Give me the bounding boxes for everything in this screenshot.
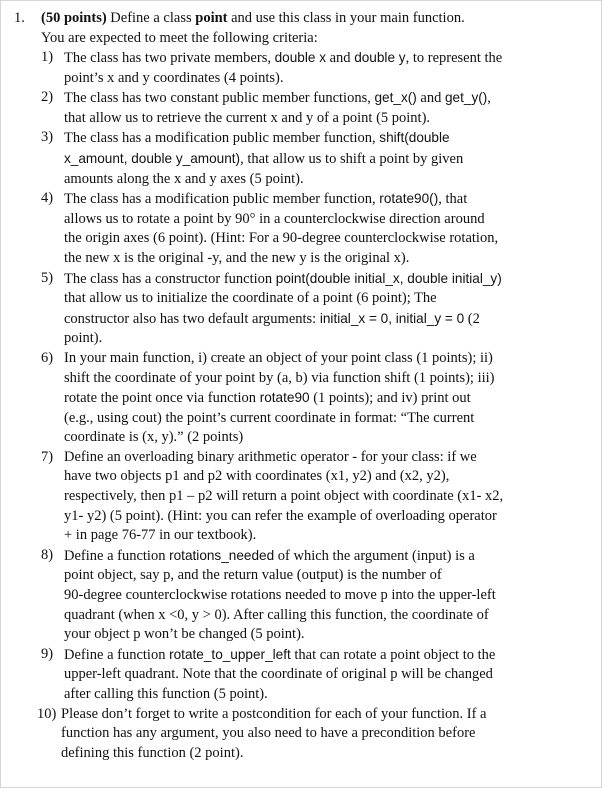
- text-run: have two objects p1 and p2 with coordinates (x1, y2) and (x2, y2),: [64, 468, 450, 485]
- text-run: initial_x = 0, initial_y = 0: [319, 310, 465, 326]
- text-run: (6 point): [356, 290, 407, 307]
- text-line: [64, 507, 596, 527]
- text-line: [64, 409, 596, 429]
- text-run: .: [279, 69, 284, 86]
- text-line: [64, 229, 596, 249]
- text-line: [64, 69, 596, 89]
- text-run: .: [300, 626, 305, 643]
- text-run: (2: [467, 310, 480, 327]
- text-line: [61, 724, 593, 744]
- text-run: rotate the point once via function: [64, 390, 260, 407]
- text-run: (5 point): [213, 686, 265, 702]
- text-line: [61, 705, 593, 725]
- text-run: . (Hint: you can refer the example of overloading operator: [160, 507, 497, 524]
- text-run: ; iii): [469, 369, 495, 386]
- text-line: [64, 428, 596, 448]
- text-run: counterclockwise: [284, 210, 386, 227]
- text-run: amounts along the x and y axes: [64, 170, 250, 187]
- text-run: shift(double: [379, 130, 450, 146]
- criteria-number: 5): [41, 269, 54, 286]
- criteria-number: 4): [41, 190, 54, 207]
- text-run: allows us to rotate a point by 90° in a: [64, 210, 285, 227]
- text-line: [64, 48, 596, 69]
- criteria-text: [64, 645, 596, 705]
- text-line: [64, 149, 596, 170]
- text-line: [64, 269, 596, 290]
- criteria-text: [64, 88, 596, 128]
- question-intro-text: Define a class: [110, 10, 192, 26]
- criteria-text: [64, 48, 596, 88]
- criteria-text: [64, 189, 596, 268]
- text-run: ; The: [406, 290, 437, 307]
- text-run: point): [64, 330, 99, 347]
- assignment-page: [1, 1, 602, 789]
- text-run: the new x is the original -y, and the new y is the original x).: [64, 249, 410, 266]
- text-run: and: [416, 90, 445, 107]
- criteria-item: [1, 645, 602, 705]
- text-line: [64, 526, 596, 546]
- question-number: 1.: [14, 10, 25, 26]
- text-line: [64, 665, 596, 685]
- text-run: constructor also has two default arguments:: [64, 310, 320, 327]
- text-run: .: [239, 744, 244, 761]
- text-run: your object p won’t be changed: [64, 626, 251, 643]
- text-line: [64, 685, 596, 705]
- text-run: 90-degree counterclockwise rotations needed to move p into the upper-left: [64, 587, 496, 604]
- text-run: The class has two private members,: [64, 50, 275, 66]
- text-run: ,: [372, 130, 380, 147]
- criteria-number: 6): [41, 349, 54, 366]
- text-run: ,: [487, 90, 491, 107]
- text-run: ,: [372, 191, 380, 208]
- text-run: The class has a: [64, 130, 155, 147]
- text-run: double y: [354, 50, 406, 65]
- text-line: [64, 586, 596, 606]
- criteria-number: 1): [41, 49, 54, 65]
- text-line: [64, 369, 596, 389]
- text-run: (4 points): [223, 69, 280, 86]
- text-run: point’s x and y coordinates: [64, 69, 224, 86]
- text-run: , that allow us to shift a point by given: [240, 150, 464, 167]
- text-line: [64, 388, 596, 409]
- text-run: .: [264, 686, 268, 702]
- text-run: (e.g., using cout) the point’s current coordinate in format: “The current: [64, 409, 475, 426]
- text-run: (6 point): [153, 230, 204, 247]
- text-run: .: [426, 109, 431, 126]
- text-run: (5 point): [250, 626, 301, 643]
- criteria-list: [1, 48, 602, 763]
- text-run: (2 points): [187, 429, 244, 446]
- text-run: Define an overloading binary arithmetic operator - for your class: if we: [64, 448, 477, 465]
- text-run: .: [299, 170, 304, 187]
- text-run: point(double initial_x, double initial_y): [275, 270, 502, 286]
- text-run: point object, say p, and the return value (output) is the number of: [64, 567, 442, 584]
- criteria-number: 3): [41, 129, 54, 146]
- text-run: rotate_to_upper_left: [169, 646, 291, 662]
- criteria-item: [1, 546, 602, 645]
- text-run: x_amount, double y_amount): [64, 150, 241, 166]
- text-run: that allow us to retrieve the current x and y of a point: [64, 109, 377, 126]
- criteria-number: 8): [41, 546, 54, 563]
- text-line: [64, 189, 596, 210]
- criteria-text: [64, 546, 596, 645]
- criteria-text: [64, 448, 596, 546]
- text-run: ; and iv) print out: [369, 390, 471, 407]
- text-run: (1 points): [313, 390, 370, 407]
- text-run: The class has a: [64, 191, 155, 208]
- criteria-number: 7): [41, 448, 54, 465]
- text-run: Define a function: [64, 547, 170, 564]
- text-line: [64, 210, 596, 230]
- criteria-number: 10): [37, 705, 57, 722]
- text-run: The class has two: [64, 90, 171, 107]
- text-run: upper-left quadrant. Note that the coordinate of original p will be changed: [64, 666, 493, 683]
- question-intro-line: [41, 9, 596, 29]
- criteria-item: [1, 48, 602, 88]
- text-run: In your main function, i) create an object of your point class: [64, 349, 417, 366]
- text-line: [64, 128, 596, 149]
- text-run: quadrant (when x <0, y > 0). After calling this function, the coordinate of: [64, 606, 489, 623]
- text-run: shift the coordinate of your point by (a, b) via function shift: [64, 369, 414, 386]
- question-expectation: You are expected to meet the following criteria:: [41, 29, 318, 46]
- text-run: ; ii): [472, 349, 493, 366]
- text-run: modification public member function: [155, 191, 373, 208]
- text-run: rotate90: [259, 390, 310, 406]
- text-run: , to represent the: [405, 50, 503, 66]
- class-name: point: [195, 10, 228, 26]
- text-run: (1 points): [416, 349, 473, 366]
- text-line: [64, 88, 596, 109]
- text-line: [64, 289, 596, 309]
- text-line: [64, 625, 596, 645]
- question-header: [41, 9, 596, 48]
- text-run: (2 point): [189, 744, 240, 761]
- criteria-item: [1, 349, 602, 448]
- criteria-item: [1, 88, 602, 128]
- text-line: [64, 109, 596, 129]
- text-run: modification public member function: [155, 130, 373, 147]
- criteria-number: 9): [41, 645, 54, 662]
- text-run: after calling this function: [64, 686, 214, 702]
- text-run: the origin axes: [64, 230, 153, 247]
- text-run: constant public member functions: [170, 90, 368, 107]
- text-run: . (Hint: For a 90-degree counterclockwise rotation,: [203, 230, 499, 247]
- text-run: that can rotate a point object to the: [290, 646, 496, 663]
- text-run: rotations_needed: [169, 547, 275, 563]
- text-run: The class has a constructor function: [64, 270, 276, 287]
- text-run: respectively, then p1 – p2 will return a point object with coordinate (x1- x2,: [64, 488, 504, 505]
- text-run: rotate90(): [379, 191, 439, 207]
- text-line: [64, 309, 596, 330]
- text-run: of which the argument (input) is a: [274, 547, 475, 564]
- text-run: + in page 76-77 in our textbook).: [64, 527, 257, 544]
- text-run: that allow us to initialize the coordinate of a point: [64, 290, 357, 307]
- criteria-text: [64, 269, 596, 349]
- question-intro-tail: and use this class in your main function.: [231, 10, 465, 26]
- text-run: (1 points): [413, 369, 470, 386]
- text-run: ,: [367, 90, 375, 107]
- text-line: [64, 448, 596, 468]
- text-line: [64, 487, 596, 507]
- text-run: .: [98, 330, 103, 347]
- text-run: y1- y2): [64, 507, 110, 524]
- text-line: [64, 170, 596, 190]
- text-run: and: [326, 50, 355, 66]
- criteria-item: [1, 189, 602, 268]
- criteria-text: [64, 349, 596, 448]
- text-run: (5 point): [376, 109, 427, 126]
- text-run: Please don’t forget to write a postcondition for each of your function. If a: [61, 705, 487, 722]
- text-line: [64, 606, 596, 626]
- criteria-number: 2): [41, 89, 54, 106]
- text-run: defining this function: [61, 744, 190, 761]
- question-points: (50 points): [41, 10, 107, 26]
- text-line: [64, 467, 596, 487]
- criteria-text: [61, 705, 593, 764]
- text-line: [64, 566, 596, 586]
- text-line: [61, 744, 593, 764]
- text-run: Define a function: [64, 646, 170, 663]
- criteria-item: [1, 705, 602, 764]
- text-run: get_x(): [374, 90, 417, 106]
- text-run: (5 point): [109, 507, 161, 524]
- criteria-item: [1, 448, 602, 546]
- text-run: direction around: [385, 210, 485, 227]
- text-run: coordinate is (x, y).”: [64, 429, 188, 446]
- text-line: [64, 645, 596, 666]
- criteria-text: [64, 128, 596, 189]
- text-run: get_y(): [444, 90, 488, 106]
- criteria-item: [1, 269, 602, 349]
- text-run: function has any argument, you also need to have a precondition before: [61, 725, 476, 742]
- text-line: [64, 349, 596, 369]
- text-line: [64, 249, 596, 269]
- text-line: [64, 546, 596, 567]
- criteria-item: [1, 128, 602, 189]
- text-run: , that: [438, 191, 468, 208]
- text-line: [64, 329, 596, 349]
- text-run: (5 point): [249, 170, 300, 187]
- text-run: double x: [274, 50, 326, 65]
